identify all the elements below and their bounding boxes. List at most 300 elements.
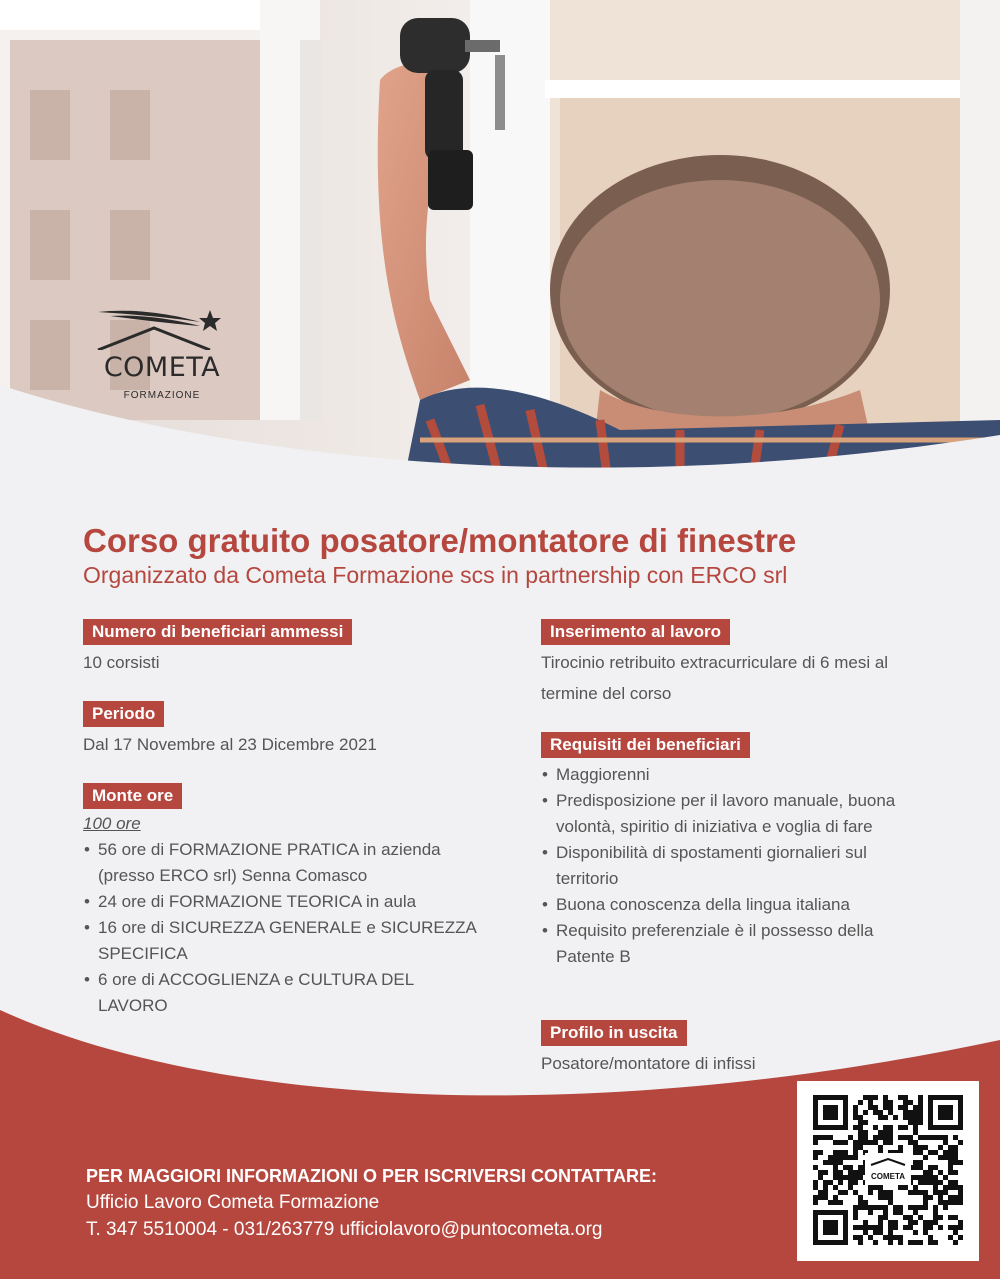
qr-module xyxy=(888,1195,893,1200)
section-periodo xyxy=(83,701,503,760)
qr-module xyxy=(933,1210,938,1215)
qr-module xyxy=(913,1190,918,1195)
list-item: • Predisposizione per il lavoro manuale, buona volontà, spiritio di iniziativa e voglia di fare xyxy=(541,788,931,840)
qr-module xyxy=(943,1150,948,1155)
qr-module xyxy=(878,1110,883,1115)
qr-module xyxy=(893,1205,898,1210)
qr-module xyxy=(918,1240,923,1245)
qr-module xyxy=(928,1235,933,1240)
qr-module xyxy=(833,1165,838,1170)
qr-module xyxy=(903,1215,908,1220)
qr-module xyxy=(823,1160,828,1165)
qr-module xyxy=(853,1170,858,1175)
section-inserimento xyxy=(541,619,931,709)
list-item: • 24 ore di FORMAZIONE TEORICA in aula xyxy=(83,889,483,915)
qr-module xyxy=(898,1205,903,1210)
qr-module xyxy=(813,1135,818,1140)
qr-module xyxy=(928,1175,933,1180)
qr-module xyxy=(913,1185,918,1190)
qr-module xyxy=(913,1130,918,1135)
qr-module xyxy=(868,1095,873,1100)
qr-module xyxy=(838,1170,843,1175)
qr-module xyxy=(948,1145,953,1150)
qr-module xyxy=(843,1175,848,1180)
qr-module xyxy=(898,1185,903,1190)
qr-module xyxy=(898,1105,903,1110)
qr-module xyxy=(833,1185,838,1190)
qr-module xyxy=(823,1135,828,1140)
qr-module xyxy=(958,1195,963,1200)
monte-ore-total xyxy=(83,811,483,837)
qr-module xyxy=(848,1165,853,1170)
qr-module xyxy=(863,1140,868,1145)
qr-module xyxy=(813,1180,818,1185)
qr-module xyxy=(948,1225,953,1230)
qr-module xyxy=(868,1100,873,1105)
qr-module xyxy=(863,1200,868,1205)
qr-module xyxy=(868,1235,873,1240)
qr-module xyxy=(923,1155,928,1160)
qr-module xyxy=(898,1235,903,1240)
qr-module xyxy=(873,1230,878,1235)
qr-module xyxy=(853,1235,858,1240)
qr-module xyxy=(813,1185,818,1190)
qr-module xyxy=(838,1200,843,1205)
qr-module xyxy=(933,1185,938,1190)
qr-module xyxy=(918,1095,923,1100)
qr-module xyxy=(813,1200,818,1205)
qr-module xyxy=(903,1125,908,1130)
qr-module xyxy=(863,1120,868,1125)
qr-module xyxy=(943,1190,948,1195)
qr-module xyxy=(918,1190,923,1195)
logo-tagline: FORMAZIONE xyxy=(123,390,201,401)
qr-module xyxy=(938,1195,943,1200)
qr-module xyxy=(933,1180,938,1185)
qr-module xyxy=(873,1240,878,1245)
qr-module xyxy=(913,1105,918,1110)
qr-module xyxy=(853,1155,858,1160)
qr-module xyxy=(858,1120,863,1125)
qr-code[interactable] xyxy=(797,1081,979,1261)
qr-module xyxy=(858,1205,863,1210)
qr-module xyxy=(863,1110,868,1115)
qr-module xyxy=(813,1165,818,1170)
qr-module xyxy=(853,1140,858,1145)
label-periodo: Periodo xyxy=(83,701,164,727)
qr-module xyxy=(828,1160,833,1165)
qr-module xyxy=(938,1155,943,1160)
qr-module xyxy=(873,1205,878,1210)
qr-module xyxy=(858,1165,863,1170)
qr-module xyxy=(913,1220,918,1225)
qr-module xyxy=(838,1160,843,1165)
label-inserimento: Inserimento al lavoro xyxy=(541,619,730,645)
qr-module xyxy=(938,1190,943,1195)
qr-module xyxy=(918,1175,923,1180)
qr-module xyxy=(933,1190,938,1195)
comet-roof-icon xyxy=(92,300,232,350)
qr-module xyxy=(953,1180,958,1185)
section-monte-ore xyxy=(83,783,483,1019)
section-beneficiari xyxy=(83,619,503,678)
qr-module xyxy=(908,1110,913,1115)
qr-module xyxy=(878,1215,883,1220)
qr-module xyxy=(848,1180,853,1185)
qr-module xyxy=(908,1190,913,1195)
qr-module xyxy=(843,1150,848,1155)
qr-module xyxy=(928,1165,933,1170)
qr-module xyxy=(898,1095,903,1100)
qr-module xyxy=(888,1100,893,1105)
qr-module xyxy=(853,1190,858,1195)
qr-module xyxy=(858,1130,863,1135)
qr-module xyxy=(903,1135,908,1140)
qr-module xyxy=(858,1225,863,1230)
qr-module xyxy=(953,1200,958,1205)
qr-module xyxy=(883,1115,888,1120)
qr-module xyxy=(948,1160,953,1165)
qr-module xyxy=(918,1215,923,1220)
qr-module xyxy=(813,1140,818,1145)
qr-module xyxy=(903,1115,908,1120)
qr-module xyxy=(848,1155,853,1160)
qr-module xyxy=(933,1165,938,1170)
qr-module xyxy=(818,1195,823,1200)
qr-module xyxy=(958,1220,963,1225)
qr-module xyxy=(853,1125,858,1130)
qr-module xyxy=(923,1205,928,1210)
qr-module xyxy=(833,1150,838,1155)
qr-module xyxy=(943,1200,948,1205)
list-item: • Maggiorenni xyxy=(541,762,931,788)
requisiti-list xyxy=(541,762,931,970)
qr-module xyxy=(958,1185,963,1190)
qr-module xyxy=(823,1180,828,1185)
qr-module xyxy=(858,1135,863,1140)
qr-module xyxy=(878,1225,883,1230)
qr-module xyxy=(858,1100,863,1105)
qr-module xyxy=(948,1180,953,1185)
qr-module xyxy=(923,1230,928,1235)
qr-module xyxy=(883,1135,888,1140)
label-requisiti: Requisiti dei beneficiari xyxy=(541,732,750,758)
qr-module xyxy=(843,1140,848,1145)
qr-module xyxy=(828,1180,833,1185)
contact-block xyxy=(86,1163,657,1243)
qr-module xyxy=(863,1095,868,1100)
qr-module xyxy=(858,1175,863,1180)
qr-module xyxy=(883,1215,888,1220)
label-monte-ore: Monte ore xyxy=(83,783,182,809)
qr-module xyxy=(923,1180,928,1185)
qr-module xyxy=(943,1185,948,1190)
qr-module xyxy=(913,1210,918,1215)
qr-module xyxy=(848,1170,853,1175)
qr-module xyxy=(858,1195,863,1200)
qr-module xyxy=(853,1110,858,1115)
qr-module xyxy=(913,1230,918,1235)
logo-wordmark: COMETA xyxy=(103,352,221,383)
qr-module xyxy=(928,1180,933,1185)
page-subtitle: Organizzato da Cometa Formazione scs in partnership con ERCO srl xyxy=(83,562,788,588)
qr-module xyxy=(923,1220,928,1225)
qr-module xyxy=(948,1150,953,1155)
label-profilo: Profilo in uscita xyxy=(541,1020,687,1046)
qr-module xyxy=(863,1220,868,1225)
qr-module xyxy=(913,1240,918,1245)
qr-module xyxy=(833,1195,838,1200)
qr-module xyxy=(848,1135,853,1140)
qr-module xyxy=(928,1240,933,1245)
qr-module xyxy=(913,1175,918,1180)
qr-module xyxy=(818,1170,823,1175)
qr-module xyxy=(883,1195,888,1200)
qr-module xyxy=(953,1150,958,1155)
qr-module xyxy=(863,1205,868,1210)
qr-module xyxy=(888,1125,893,1130)
qr-module xyxy=(863,1130,868,1135)
qr-module xyxy=(878,1195,883,1200)
qr-module xyxy=(888,1110,893,1115)
qr-module xyxy=(858,1115,863,1120)
qr-module xyxy=(888,1235,893,1240)
qr-module xyxy=(853,1210,858,1215)
qr-module xyxy=(923,1190,928,1195)
qr-module xyxy=(893,1220,898,1225)
qr-module xyxy=(903,1095,908,1100)
list-item: • Buona conoscenza della lingua italiana xyxy=(541,892,931,918)
qr-module xyxy=(863,1225,868,1230)
qr-module xyxy=(908,1100,913,1105)
qr-module xyxy=(853,1180,858,1185)
qr-module xyxy=(888,1130,893,1135)
qr-module xyxy=(913,1150,918,1155)
list-item: • Requisito preferenziale è il possesso della Patente B xyxy=(541,918,931,970)
qr-module xyxy=(933,1205,938,1210)
value-profilo: Posatore/montatore di infissi xyxy=(541,1054,756,1073)
value-inserimento: Tirocinio retribuito extracurriculare di 6 mesi al termine del corso xyxy=(541,653,889,703)
qr-module xyxy=(828,1200,833,1205)
qr-module xyxy=(923,1200,928,1205)
qr-module xyxy=(943,1155,948,1160)
qr-module xyxy=(958,1225,963,1230)
qr-module xyxy=(833,1140,838,1145)
contact-heading: PER MAGGIORI INFORMAZIONI O PER ISCRIVERSI CONTATTARE: xyxy=(86,1166,658,1186)
qr-module xyxy=(878,1190,883,1195)
qr-module xyxy=(853,1215,858,1220)
qr-module xyxy=(828,1135,833,1140)
qr-module xyxy=(813,1195,818,1200)
qr-module xyxy=(953,1185,958,1190)
qr-module xyxy=(888,1220,893,1225)
qr-module xyxy=(953,1170,958,1175)
qr-module xyxy=(888,1105,893,1110)
qr-module xyxy=(823,1190,828,1195)
qr-module xyxy=(938,1170,943,1175)
qr-module xyxy=(878,1145,883,1150)
qr-module xyxy=(883,1235,888,1240)
qr-module xyxy=(928,1220,933,1225)
qr-module xyxy=(883,1095,888,1100)
qr-module xyxy=(908,1120,913,1125)
qr-module xyxy=(948,1185,953,1190)
qr-module xyxy=(903,1185,908,1190)
qr-module xyxy=(893,1235,898,1240)
qr-module xyxy=(838,1150,843,1155)
qr-module xyxy=(918,1135,923,1140)
qr-module xyxy=(853,1105,858,1110)
contact-details: T. 347 5510004 - 031/263779 ufficiolavoro@puntocometa.org xyxy=(86,1219,603,1240)
qr-module xyxy=(833,1170,838,1175)
value-beneficiari: 10 corsisti xyxy=(83,653,160,672)
qr-module xyxy=(918,1145,923,1150)
qr-module xyxy=(833,1200,838,1205)
qr-module xyxy=(953,1230,958,1235)
qr-logo-text: COMETA xyxy=(870,1172,906,1181)
qr-module xyxy=(813,1150,818,1155)
qr-module xyxy=(858,1140,863,1145)
qr-module xyxy=(918,1115,923,1120)
qr-module xyxy=(883,1125,888,1130)
qr-module xyxy=(848,1185,853,1190)
qr-module xyxy=(923,1225,928,1230)
qr-module xyxy=(918,1165,923,1170)
qr-module xyxy=(903,1225,908,1230)
qr-module xyxy=(833,1160,838,1165)
qr-module xyxy=(903,1110,908,1115)
qr-module xyxy=(888,1135,893,1140)
qr-module xyxy=(838,1175,843,1180)
qr-module xyxy=(873,1095,878,1100)
qr-module xyxy=(943,1175,948,1180)
qr-module xyxy=(858,1125,863,1130)
qr-module xyxy=(858,1200,863,1205)
qr-module xyxy=(873,1125,878,1130)
page-title: Corso gratuito posatore/montatore di finestre xyxy=(83,522,797,559)
qr-module xyxy=(938,1215,943,1220)
qr-module xyxy=(918,1120,923,1125)
list-item: • 16 ore di SICUREZZA GENERALE e SICUREZZA SPECIFICA xyxy=(83,915,483,967)
qr-module xyxy=(908,1140,913,1145)
qr-module xyxy=(873,1135,878,1140)
qr-module xyxy=(948,1235,953,1240)
qr-module xyxy=(938,1135,943,1140)
qr-module xyxy=(838,1190,843,1195)
qr-module xyxy=(863,1230,868,1235)
qr-module xyxy=(873,1140,878,1145)
qr-module xyxy=(953,1225,958,1230)
qr-module xyxy=(843,1155,848,1160)
qr-module xyxy=(953,1155,958,1160)
qr-module xyxy=(918,1150,923,1155)
qr-module xyxy=(938,1225,943,1230)
qr-module xyxy=(938,1180,943,1185)
qr-module xyxy=(948,1165,953,1170)
qr-module xyxy=(958,1140,963,1145)
qr-module xyxy=(878,1135,883,1140)
qr-module xyxy=(843,1165,848,1170)
qr-module xyxy=(838,1140,843,1145)
qr-module xyxy=(883,1210,888,1215)
qr-module xyxy=(858,1240,863,1245)
qr-module xyxy=(858,1145,863,1150)
monte-ore-list xyxy=(83,837,483,1019)
qr-module xyxy=(923,1145,928,1150)
qr-module xyxy=(868,1140,873,1145)
qr-module xyxy=(933,1220,938,1225)
section-profilo xyxy=(541,1020,931,1079)
qr-module xyxy=(953,1160,958,1165)
qr-module xyxy=(848,1175,853,1180)
qr-module xyxy=(913,1205,918,1210)
qr-module xyxy=(883,1100,888,1105)
monte-ore-total-value: 100 ore xyxy=(83,814,141,833)
qr-module xyxy=(953,1195,958,1200)
qr-module xyxy=(853,1175,858,1180)
qr-module xyxy=(913,1165,918,1170)
qr-module xyxy=(928,1150,933,1155)
qr-module xyxy=(818,1190,823,1195)
qr-module xyxy=(873,1225,878,1230)
qr-module xyxy=(948,1155,953,1160)
qr-module xyxy=(953,1145,958,1150)
qr-module xyxy=(853,1145,858,1150)
qr-module xyxy=(873,1185,878,1190)
qr-module xyxy=(888,1140,893,1145)
qr-module xyxy=(878,1115,883,1120)
qr-module xyxy=(928,1225,933,1230)
qr-module xyxy=(898,1145,903,1150)
qr-module xyxy=(868,1190,873,1195)
qr-module xyxy=(888,1240,893,1245)
qr-module xyxy=(878,1205,883,1210)
qr-module xyxy=(823,1170,828,1175)
qr-module xyxy=(893,1115,898,1120)
qr-module xyxy=(958,1190,963,1195)
qr-module xyxy=(833,1175,838,1180)
qr-module xyxy=(908,1225,913,1230)
qr-module xyxy=(918,1100,923,1105)
qr-module xyxy=(873,1105,878,1110)
qr-module xyxy=(923,1175,928,1180)
qr-module xyxy=(948,1215,953,1220)
qr-module xyxy=(918,1105,923,1110)
qr-module xyxy=(913,1115,918,1120)
qr-module xyxy=(923,1195,928,1200)
qr-module xyxy=(893,1225,898,1230)
qr-module xyxy=(938,1200,943,1205)
contact-office: Ufficio Lavoro Cometa Formazione xyxy=(86,1192,380,1213)
qr-module xyxy=(903,1105,908,1110)
cometa-logo xyxy=(92,300,232,410)
qr-module xyxy=(878,1185,883,1190)
qr-module xyxy=(818,1150,823,1155)
qr-module xyxy=(838,1155,843,1160)
qr-module xyxy=(938,1145,943,1150)
qr-module xyxy=(818,1175,823,1180)
qr-module xyxy=(908,1115,913,1120)
qr-module xyxy=(913,1110,918,1115)
qr-module xyxy=(928,1170,933,1175)
qr-module xyxy=(858,1235,863,1240)
qr-module xyxy=(918,1110,923,1115)
qr-module xyxy=(878,1220,883,1225)
qr-module xyxy=(948,1170,953,1175)
qr-module xyxy=(888,1190,893,1195)
qr-module xyxy=(933,1240,938,1245)
qr-module xyxy=(858,1170,863,1175)
